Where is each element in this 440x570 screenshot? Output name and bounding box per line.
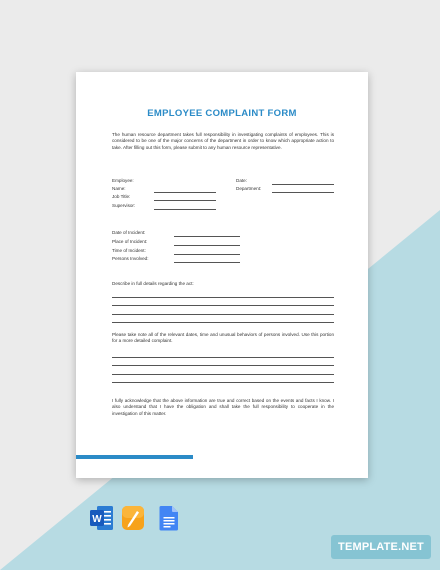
name-line (154, 192, 216, 193)
brand-badge[interactable]: TEMPLATE.NET (331, 535, 431, 559)
details-line (112, 322, 334, 323)
field-label-employee: Employee: (112, 178, 134, 183)
pages-icon[interactable] (121, 505, 145, 531)
field-label-department: Department: (236, 186, 262, 191)
field-label-date-of-incident: Date of Incident: (112, 230, 146, 235)
date-line (272, 184, 334, 185)
field-label-persons-involved: Persons Involved: (112, 256, 149, 261)
field-label-place-of-incident: Place of Incident: (112, 239, 148, 244)
svg-text:W: W (92, 514, 102, 525)
notes-line (112, 357, 334, 358)
details-prompt: Describe in full details regarding the act: (112, 281, 194, 286)
notes-line (112, 365, 334, 366)
acknowledgement-paragraph: I fully acknowledge that the above information are true and correct based on the events and facts I know. I also understand that I have the obligation and shall take the full responsibility to cooperate in the investigation of this matter. (112, 398, 334, 416)
department-line (272, 192, 334, 193)
notes-line (112, 374, 334, 375)
notes-line (112, 382, 334, 383)
document-page (76, 72, 368, 478)
details-line (112, 314, 334, 315)
field-label-supervisor: Supervisor: (112, 203, 136, 208)
field-label-time-of-incident: Time of Incident: (112, 248, 146, 253)
time-of-incident-line (174, 254, 240, 255)
persons-involved-line (174, 262, 240, 263)
page-title: EMPLOYEE COMPLAINT FORM (147, 108, 297, 119)
word-icon[interactable] (90, 505, 114, 531)
field-label-date: Date: (236, 178, 247, 183)
details-line (112, 297, 334, 298)
field-label-name: Name: (112, 186, 126, 191)
field-label-job-title: Job Title: (112, 194, 131, 199)
supervisor-line (154, 209, 216, 210)
accent-bar (76, 455, 193, 459)
date-of-incident-line (174, 236, 240, 237)
google-docs-icon[interactable] (157, 505, 181, 531)
intro-paragraph: The human resource department takes full responsibility in investigating complaints of employees. This is considered to be one of the major concerns of the department in order to know which appropriate action to take. After filling out this form, please submit to any human resource representative. (112, 132, 334, 150)
job-title-line (154, 200, 216, 201)
details-line (112, 305, 334, 306)
place-of-incident-line (174, 245, 240, 246)
notes-prompt: Please take note all of the relevant dates, time and unusual behaviors of persons involved. Use this portion for a more detailed complaint. (112, 332, 334, 344)
